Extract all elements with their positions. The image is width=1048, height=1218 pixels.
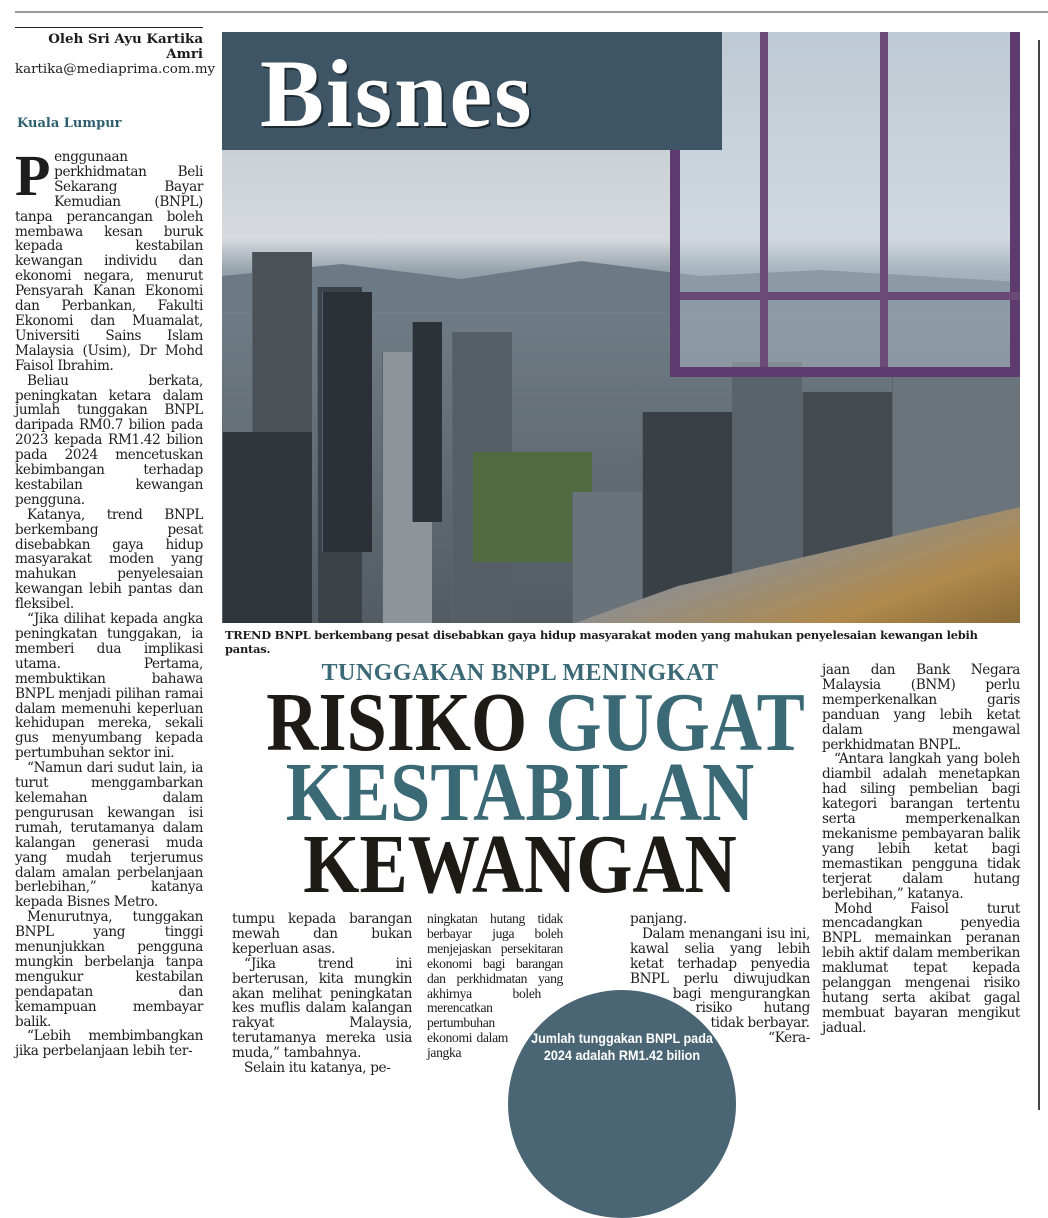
kicker: TUNGGAKAN BNPL MENINGKAT — [321, 660, 719, 686]
article-photo — [222, 32, 1020, 623]
paragraph: tumpu kepada barangan mewah dan bukan keperluan asas. — [232, 911, 412, 957]
lead-paragraph: Penggunaan perkhidmatan Beli Sekarang Bayar Kemudian (BNPL) tanpa perancangan boleh membawa kesan buruk kepada kestabilan kewangan individu dan ekonomi negara, menurut Pensyarah Kanan Ekonomi dan Perbankan, Fakulti Ekonomi dan Muamalat, Universiti Sains Islam Malaysia (Usim), Dr Mohd Faisol Ibrahim. — [15, 143, 203, 374]
callout-text: Jumlah tunggakan BNPL pada 2024 adalah RM1.42 bilion — [531, 1030, 713, 1063]
paragraph: Mohd Faisol turut mencadangkan penyedia BNPL memainkan peranan lebih aktif dalam memberikan maklumat tepat kepada pelanggan mengenai risiko hutang serta akibat gagal membuat bayaran mengikut jadual. — [822, 900, 1020, 1036]
paragraph: “Namun dari sudut lain, ia turut menggambarkan kelemahan dalam pengurusan kewangan isi rumah, terutamanya dalam kalangan generasi muda yang mudah terjerumus dalam amalan perbelanjaan berlebihan,” katanya kepada Bisnes Metro. — [15, 760, 203, 911]
paragraph: Katanya, trend BNPL berkembang pesat disebabkan gaya hidup masyarakat moden yang mahukan penyelesaian kewangan lebih pantas dan fleksibel. — [15, 506, 203, 613]
top-rule — [15, 11, 1048, 13]
frame-bar — [760, 32, 768, 367]
paragraph: Menurutnya, tunggakan BNPL yang tinggi menunjukkan pengguna mungkin berbelanja tanpa mengukur kestabilan pendapatan dan kemampuan membayar balik. — [15, 909, 203, 1030]
column-rule — [1038, 40, 1040, 1110]
byline — [15, 31, 216, 77]
frame-bar — [880, 32, 888, 367]
headline-line-2: KESTABILAN — [285, 746, 755, 839]
frame-bar — [680, 292, 1020, 300]
paragraph: “Lebih membimbangkan jika perbelanjaan lebih ter- — [15, 1028, 203, 1060]
paragraph: panjang. — [630, 911, 687, 927]
column-2 — [232, 912, 412, 1076]
paragraph: “Jika trend ini berterusan, kita mungkin akan melihat peningkatan kes muflis dalam kalangan rakyat Malaysia, terutamanya mereka usia muda,” tambahnya. — [232, 955, 412, 1062]
author: Oleh Sri Ayu Kartika Amri — [48, 31, 203, 62]
headline-line-3: KEWANGAN — [303, 818, 737, 911]
paragraph: Beliau berkata, peningkatan ketara dalam jumlah tunggakan BNPL daripada RM0.7 bilion pada 2023 kepada RM1.42 bilion pada 2024 mencetuskan kebimbangan terhadap kestabilan kewangan pengguna. — [15, 372, 203, 508]
building — [222, 432, 312, 623]
paragraph: “Antara langkah yang boleh diambil adalah menetapkan had siling pembelian bagi kategori barangan tertentu serta memperkenalkan mekanisme pembayaran balik yang lebih ketat bagi memastikan pengguna tidak terjerat dalam hutang berlebihan,” katanya. — [822, 751, 1020, 902]
section-banner — [222, 32, 722, 150]
paragraph: ningkatan hutang tidak berbayar juga boleh menjejaskan persekitaran ekonomi bagi barangan dan perkhidmatan yang akhirnya boleh merencatkan pertumbuhan ekonomi dalam jangka — [427, 911, 563, 1061]
photo-caption: TREND BNPL berkembang pesat disebabkan gaya hidup masyarakat moden yang mahukan penyelesaian kewangan lebih pantas. — [225, 628, 978, 656]
building — [412, 322, 442, 522]
paragraph: Selain itu katanya, pe- — [244, 1060, 391, 1077]
paragraph: “Jika dilihat kepada angka peningkatan tunggakan, ia memberi dua implikasi utama. Pertama, membuktikan bahawa BNPL menjadi pilihan ramai dalam memenuhi keperluan kehidupan mereka, sekali gus menyumbang kepada pertumbuhan sektor ini. — [15, 611, 203, 762]
column-5 — [822, 663, 1020, 1036]
drop-cap: P — [15, 143, 51, 208]
column-1 — [15, 143, 203, 1060]
paragraph: Dalam menangani isu ini, kawal selia yang lebih ketat terhadap penyedia BNPL perlu diwujudkan bagi mengurangkan risiko hutang tidak berbayar. — [630, 925, 810, 1032]
dateline: Kuala Lumpur — [17, 116, 122, 131]
building — [322, 292, 372, 552]
headline-line-1: RISIKO GUGAT — [266, 676, 805, 769]
byline-rule — [15, 27, 203, 28]
callout-circle — [508, 990, 736, 1218]
sky-box-frame — [670, 32, 1020, 377]
section-title: Bisnes — [260, 40, 534, 147]
paragraph: “Kera- — [768, 1030, 810, 1047]
author-email: kartika@mediaprima.com.my — [15, 62, 216, 77]
paragraph: jaan dan Bank Negara Malaysia (BNM) perlu memperkenalkan garis panduan yang lebih ketat dalam mengawal perkhidmatan BNPL. — [822, 662, 1020, 753]
